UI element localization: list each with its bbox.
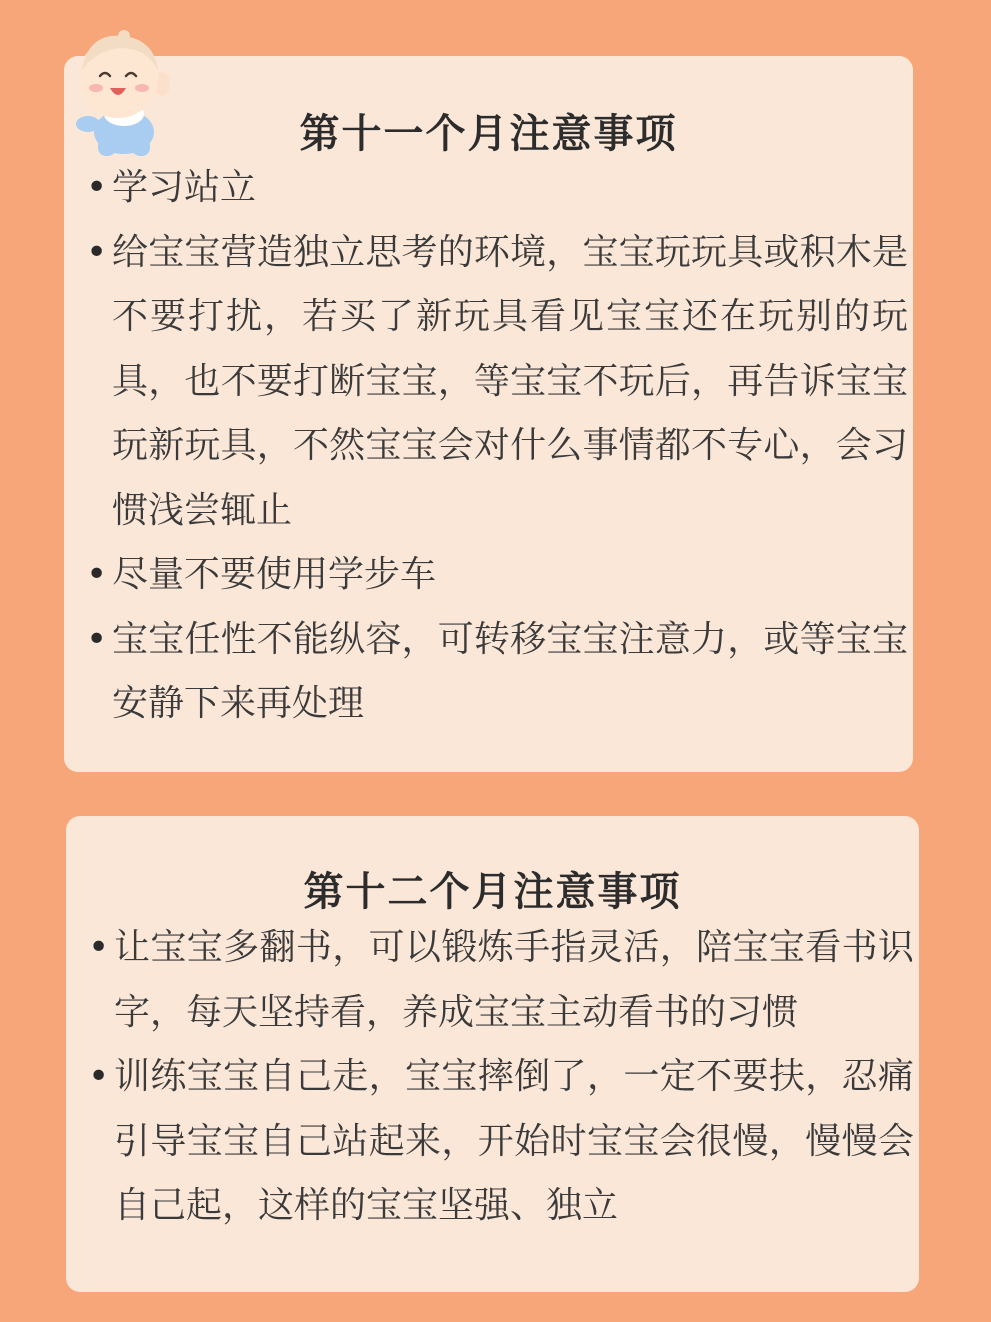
- month-11-list: [86, 156, 908, 737]
- list-item-text: 尽量不要使用学步车: [112, 554, 437, 595]
- list-item-text: 让宝宝多翻书，可以锻炼手指灵活，陪宝宝看书识字，每天坚持看，养成宝宝主动看书的习惯: [114, 927, 914, 1033]
- month-12-list: [88, 916, 914, 1239]
- bullet-icon: •: [86, 167, 108, 208]
- bullet-icon: •: [86, 231, 108, 273]
- list-item: [86, 543, 908, 608]
- list-item: [88, 916, 914, 1045]
- list-item: [86, 608, 908, 737]
- list-item-text: 给宝宝营造独立思考的环境，宝宝玩玩具或积木是不要打扰，若买了新玩具看见宝宝还在玩别的玩具，也不要打断宝宝，等宝宝不玩后，再告诉宝宝玩新玩具，不然宝宝会对什么事情都不专心，会习惯浅尝辄止: [112, 231, 908, 531]
- month-12-card: [66, 816, 919, 1292]
- bullet-icon: •: [88, 1056, 110, 1097]
- bullet-icon: •: [86, 554, 108, 595]
- bullet-icon: •: [86, 618, 108, 660]
- month-12-title: 第十二个月注意事项: [303, 869, 682, 915]
- list-item-text: 宝宝任性不能纵容，可转移宝宝注意力，或等宝宝安静下来再处理: [112, 618, 908, 724]
- bullet-icon: •: [88, 927, 110, 968]
- month-11-title: 第十一个月注意事项: [299, 111, 678, 157]
- month-11-card: [64, 56, 913, 772]
- list-item: [86, 221, 908, 544]
- list-item-text: 训练宝宝自己走，宝宝摔倒了，一定不要扶，忍痛引导宝宝自己站起来，开始时宝宝会很慢，慢慢会自己起，这样的宝宝坚强、独立: [114, 1056, 914, 1226]
- list-item-text: 学习站立: [112, 167, 257, 208]
- baby-icon: [58, 14, 188, 164]
- list-item: [88, 1045, 914, 1239]
- list-item: [86, 156, 908, 221]
